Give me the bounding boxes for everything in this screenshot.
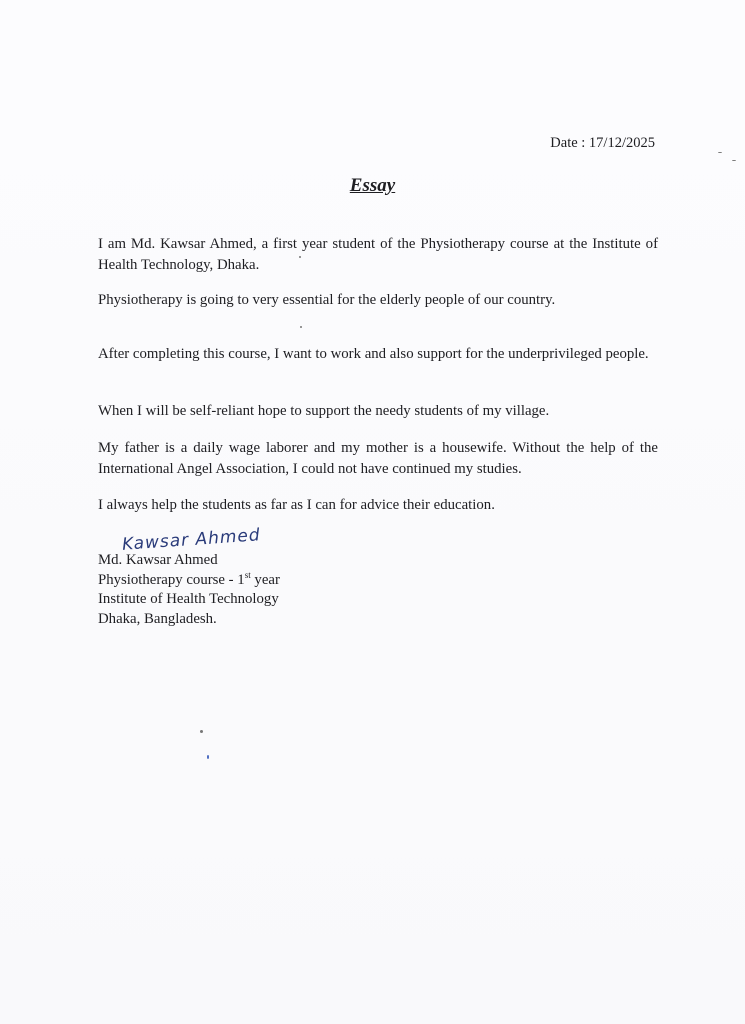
signature-block [98, 551, 280, 629]
scan-speck [300, 326, 302, 328]
course-suffix: year [250, 571, 280, 588]
signer-location: Dhaka, Bangladesh. [98, 610, 217, 627]
paragraph-4: When I will be self-reliant hope to support the needy students of my village. [98, 403, 550, 419]
paragraph-5: My father is a daily wage laborer and my mother is a housewife. Without the help of the International Angel Association, I could not have continued my studies. [98, 440, 658, 477]
date: Date : 17/12/2025 [550, 135, 655, 151]
course-ordinal: st [244, 569, 251, 580]
paragraph-1: I am Md. Kawsar Ahmed, a first year student of the Physiotherapy course at the Institute of Health Technology, Dhaka. [98, 236, 658, 273]
scan-speck [200, 730, 203, 733]
signer-institute: Institute of Health Technology [98, 591, 279, 608]
scan-speck [718, 152, 722, 153]
paragraph-6: I always help the students as far as I can for advice their education. [98, 497, 495, 513]
scan-speck [207, 755, 209, 759]
paragraph-3: After completing this course, I want to work and also support for the underprivileged people. [98, 346, 649, 362]
essay-title: Essay [349, 175, 396, 196]
handwritten-signature: Kawsar Ahmed [121, 525, 262, 555]
course-text: Physiotherapy course - 1 [98, 571, 245, 588]
signer-course [98, 571, 280, 591]
scan-speck [732, 160, 736, 161]
signer-name: Md. Kawsar Ahmed [98, 552, 218, 568]
scan-speck [299, 256, 301, 258]
paragraph-2: Physiotherapy is going to very essential for the elderly people of our country. [98, 292, 556, 308]
